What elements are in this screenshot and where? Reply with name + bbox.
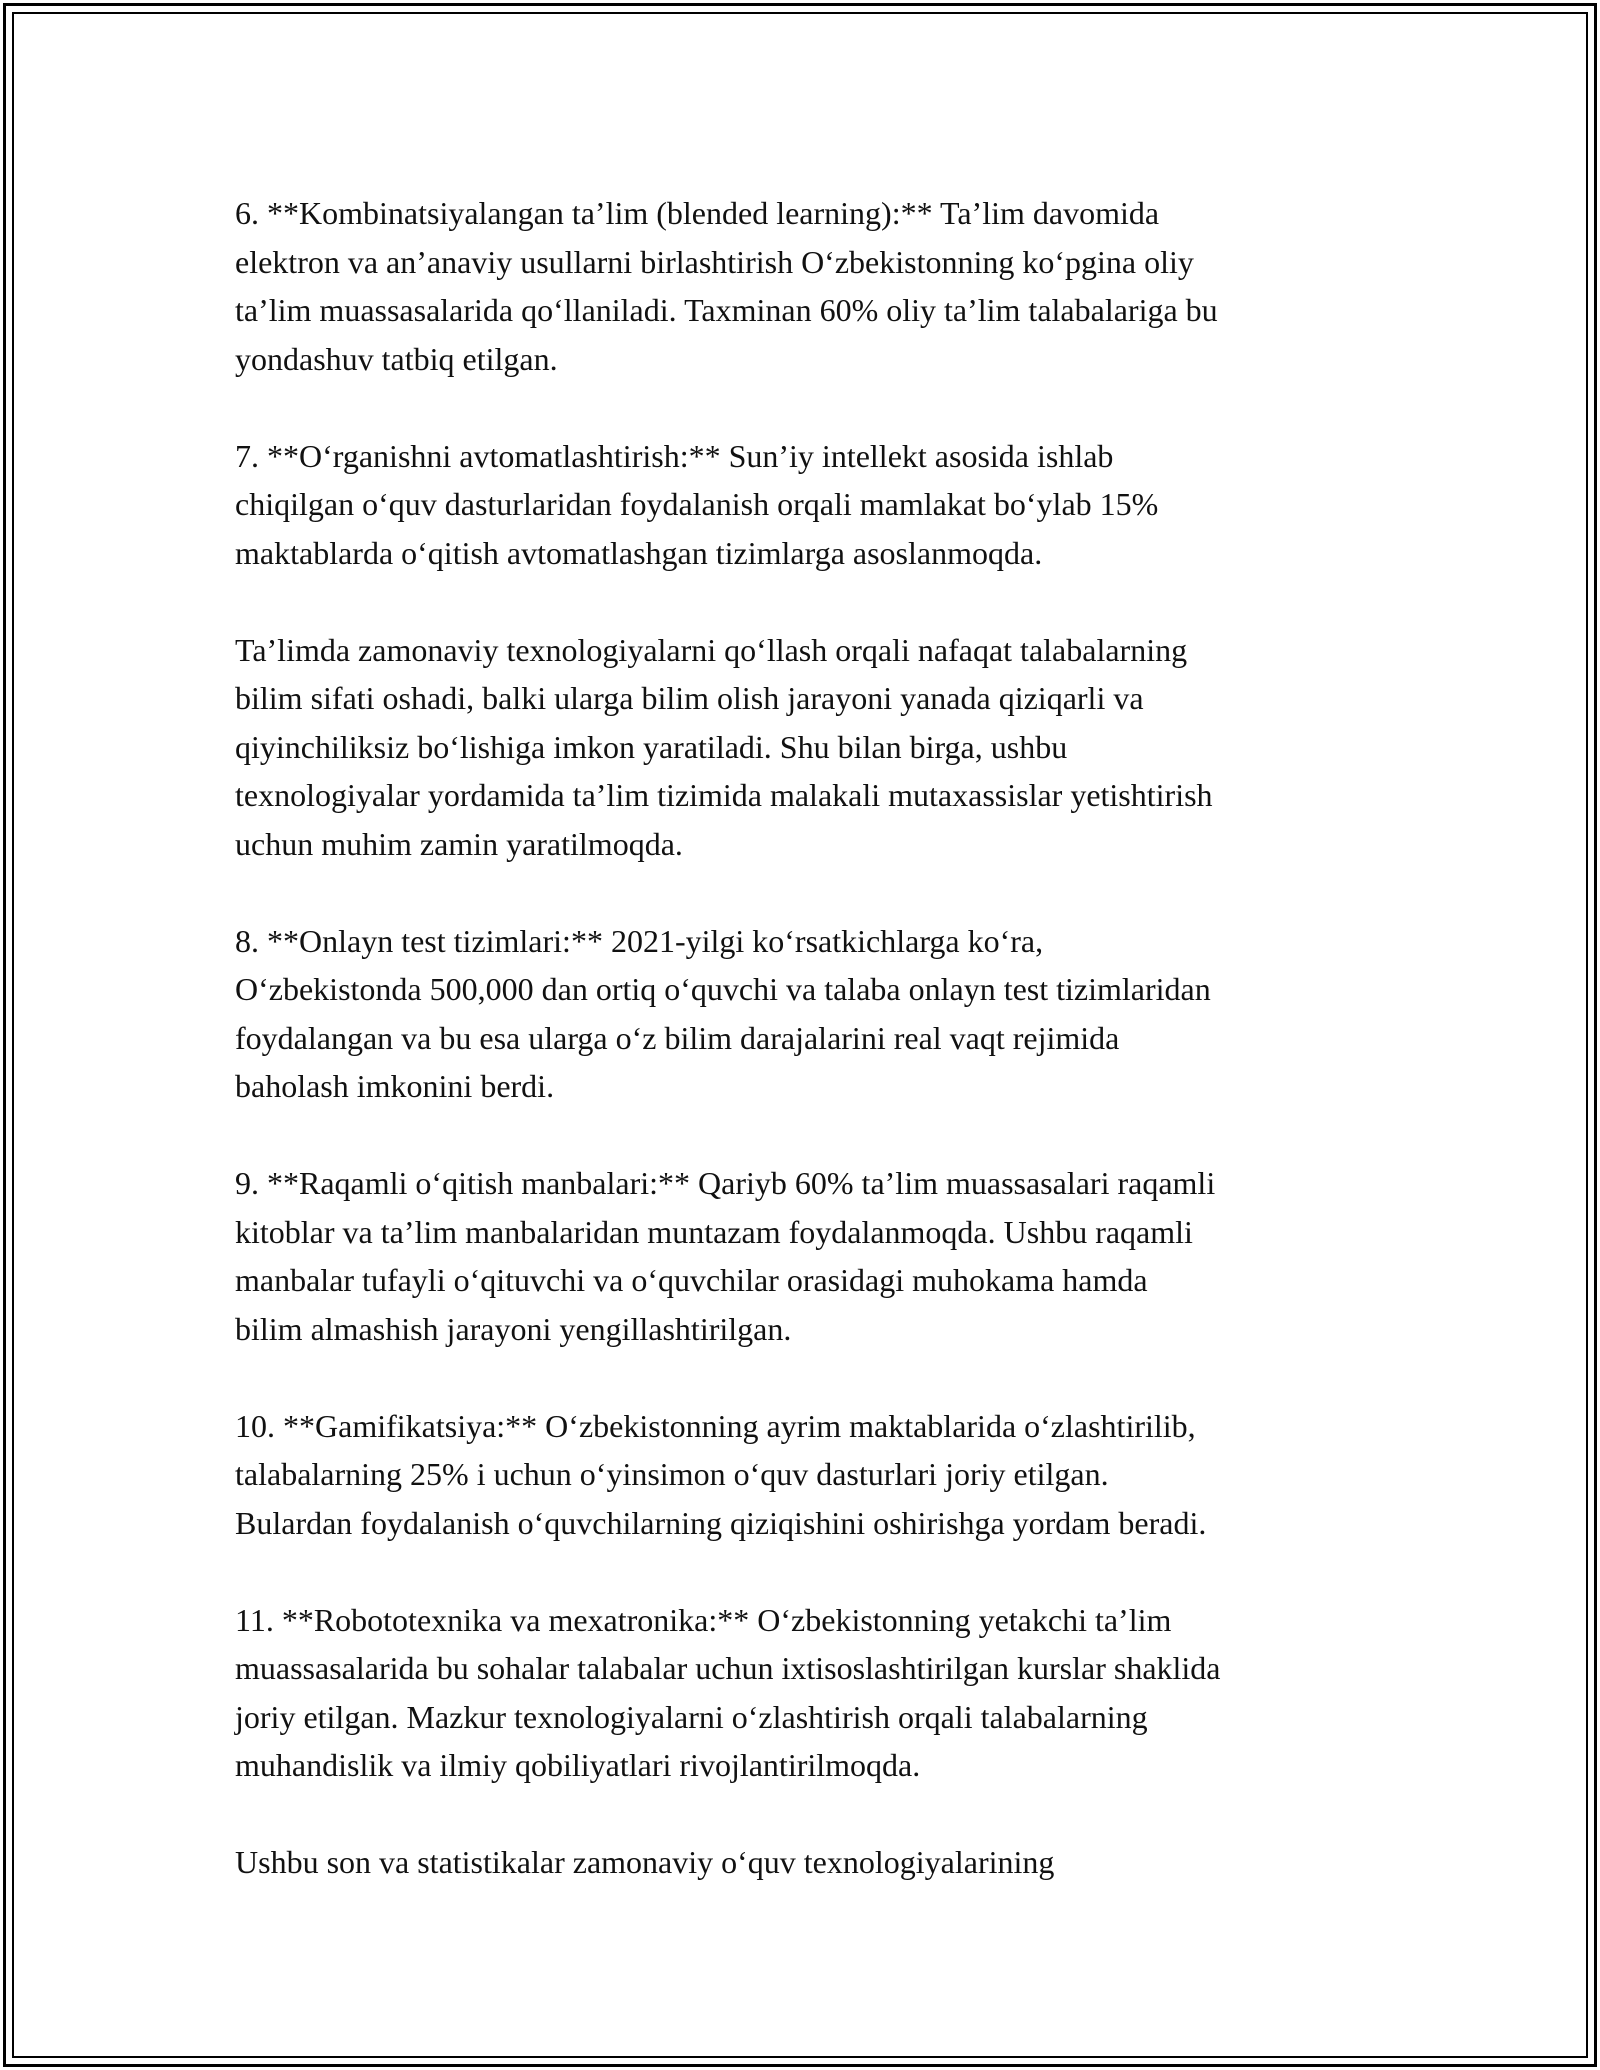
text-line: maktablarda o‘qitish avtomatlashgan tizimlarga asoslanmoqda. (235, 534, 1043, 571)
text-line: manbalar tufayli o‘qituvchi va o‘quvchilar orasidagi muhokama hamda (235, 1262, 1148, 1298)
text-line: ta’lim muassasalarida qo‘llaniladi. Taxminan 60% oliy ta’lim talabalariga bu (235, 292, 1218, 328)
text-line: yondashuv tatbiq etilgan. (235, 340, 558, 377)
text-line: 9. **Raqamli o‘qitish manbalari:** Qariyb 60% ta’lim muassasalari raqamli (235, 1165, 1216, 1201)
text-line: 11. **Robototexnika va mexatronika:** O‘zbekistonning yetakchi ta’lim (235, 1601, 1172, 1638)
text-line: baholash imkonini berdi. (235, 1068, 555, 1104)
text-line: chiqilgan o‘quv dasturlaridan foydalanish orqali mamlakat bo‘ylab 15% (235, 486, 1159, 522)
paragraph-digital-resources (235, 1159, 1385, 1353)
text-line: Ta’limda zamonaviy texnologiyalarni qo‘llash orqali nafaqat talabalarning (235, 631, 1188, 668)
text-line: muassasalarida bu sohalar talabalar uchun ixtisoslashtirilgan kurslar shaklida (235, 1650, 1221, 1686)
text-line: 6. **Kombinatsiyalangan ta’lim (blended learning):** Ta’lim davomida (235, 195, 1160, 231)
paragraph-online-tests (235, 917, 1385, 1111)
text-line: qiyinchiliksiz bo‘lishiga imkon yaratiladi. Shu bilan birga, ushbu (235, 728, 1068, 765)
document-body (235, 189, 1385, 1935)
paragraph-modern-technologies (235, 626, 1385, 869)
paragraph-gamification (235, 1402, 1385, 1548)
text-line: 10. **Gamifikatsiya:** O‘zbekistonning ayrim maktablarida o‘zlashtirilib, (235, 1407, 1196, 1444)
text-line: bilim almashish jarayoni yengillashtirilgan. (235, 1310, 792, 1347)
text-line: elektron va an’anaviy usullarni birlashtirish O‘zbekistonning ko‘pgina oliy (235, 243, 1194, 280)
paragraph-learning-automation (235, 432, 1385, 578)
paragraph-blended-learning (235, 189, 1385, 383)
text-line: 7. **O‘rganishni avtomatlashtirish:** Sun’iy intellekt asosida ishlab (235, 437, 1114, 474)
text-line: talabalarning 25% i uchun o‘yinsimon o‘quv dasturlari joriy etilgan. (235, 1456, 1109, 1492)
paragraph-conclusion (235, 1838, 1385, 1887)
paragraph-robotics (235, 1596, 1385, 1790)
text-line: bilim sifati oshadi, balki ularga bilim olish jarayoni yanada qiziqarli va (235, 680, 1144, 716)
text-line: texnologiyalar yordamida ta’lim tizimida malakali mutaxassislar yetishtirish (235, 777, 1213, 813)
text-line: Ushbu son va statistikalar zamonaviy o‘quv texnologiyalarining (235, 1844, 1055, 1880)
text-line: joriy etilgan. Mazkur texnologiyalarni o‘zlashtirish orqali talabalarning (235, 1698, 1148, 1735)
text-line: kitoblar va ta’lim manbalaridan muntazam foydalanmoqda. Ushbu raqamli (235, 1213, 1193, 1250)
text-line: 8. **Onlayn test tizimlari:** 2021-yilgi ko‘rsatkichlarga ko‘ra, (235, 922, 1044, 959)
text-line: Bulardan foydalanish o‘quvchilarning qiziqishini oshirishga yordam beradi. (235, 1504, 1207, 1541)
text-line: O‘zbekistonda 500,000 dan ortiq o‘quvchi va talaba onlayn test tizimlaridan (235, 971, 1211, 1007)
text-line: foydalangan va bu esa ularga o‘z bilim darajalarini real vaqt rejimida (235, 1019, 1120, 1056)
text-line: muhandislik va ilmiy qobiliyatlari rivojlantirilmoqda. (235, 1747, 921, 1783)
text-line: uchun muhim zamin yaratilmoqda. (235, 825, 683, 862)
